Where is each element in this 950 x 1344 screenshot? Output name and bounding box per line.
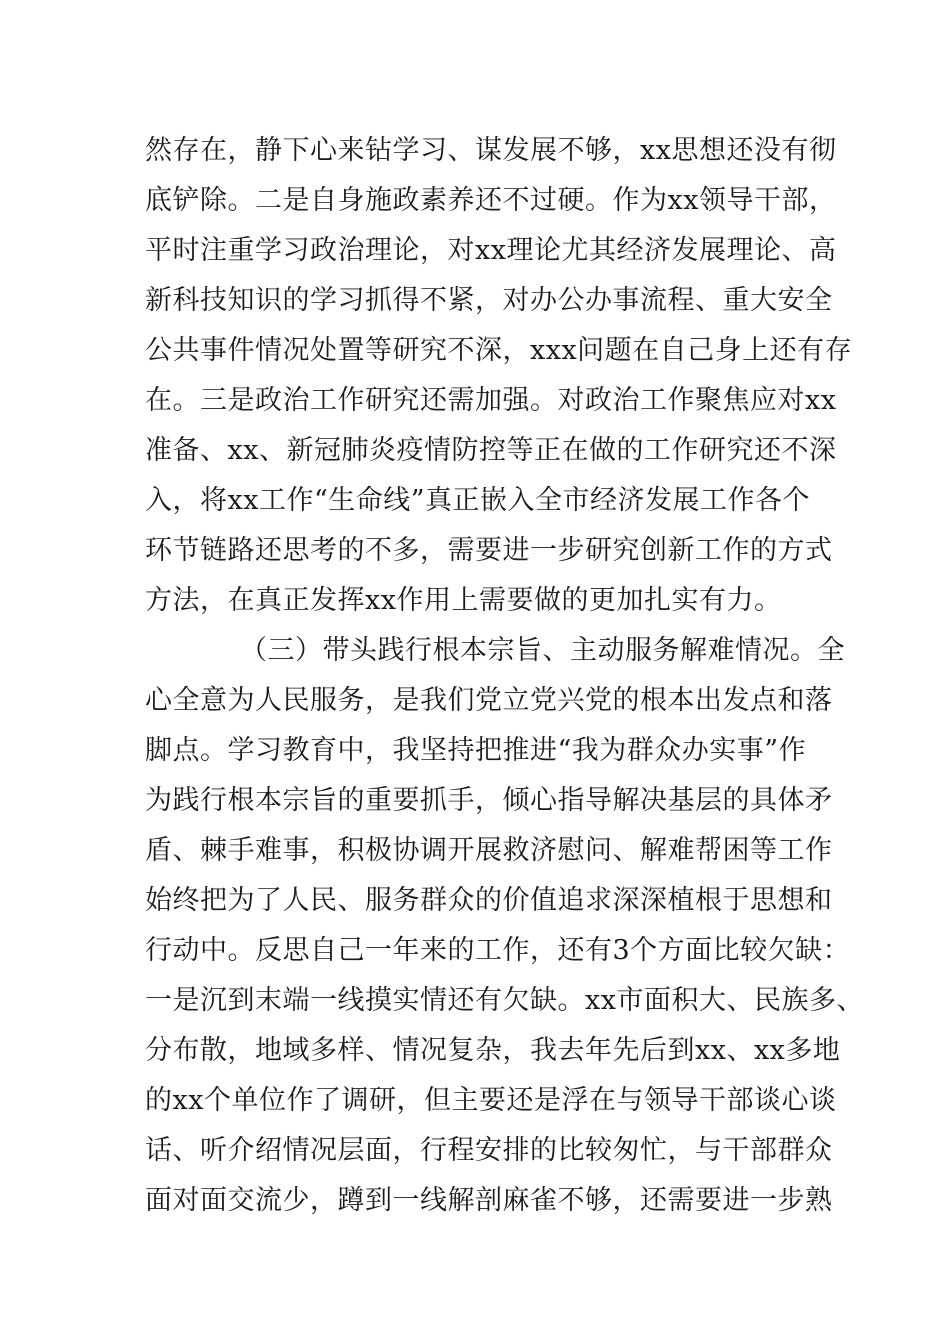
text-line: 底铲除。二是自身施政素养还不过硬。作为xx领导干部， — [145, 185, 837, 216]
text-line: 面对面交流少，蹲到一线解剖麻雀不够，还需要进一步熟 — [145, 1185, 833, 1216]
text-line: 的xx个单位作了调研，但主要还是浮在与领导干部谈心谈 — [145, 1085, 837, 1116]
section-heading-line: （三）带头践行根本宗旨、主动服务解难情况。全 — [240, 635, 845, 666]
text-line: 始终把为了人民、服务群众的价值追求深深植根于思想和 — [145, 885, 833, 916]
text-line: 公共事件情况处置等研究不深，xxx问题在自己身上还有存 — [145, 335, 853, 366]
text-line: 为践行根本宗旨的重要抓手，倾心指导解决基层的具体矛 — [145, 785, 833, 816]
text-line: 环节链路还思考的不多，需要进一步研究创新工作的方式 — [145, 535, 833, 566]
text-line: 然存在，静下心来钻学习、谋发展不够，xx思想还没有彻 — [145, 135, 837, 166]
text-line: 话、听介绍情况层面，行程安排的比较匆忙，与干部群众 — [145, 1135, 833, 1166]
text-line: 脚点。学习教育中，我坚持把推进“我为群众办实事”作 — [145, 735, 807, 766]
text-line: 盾、棘手难事，积极协调开展救济慰问、解难帮困等工作 — [145, 835, 833, 866]
text-line: 行动中。反思自己一年来的工作，还有3个方面比较欠缺： — [145, 935, 851, 966]
text-line: 在。三是政治工作研究还需加强。对政治工作聚焦应对xx — [145, 385, 837, 416]
text-line: 新科技知识的学习抓得不紧，对办公办事流程、重大安全 — [145, 285, 833, 316]
text-line: 平时注重学习政治理论，对xx理论尤其经济发展理论、高 — [145, 235, 837, 266]
text-line: 准备、xx、新冠肺炎疫情防控等正在做的工作研究还不深 — [145, 435, 837, 466]
text-line: 方法，在真正发挥xx作用上需要做的更加扎实有力。 — [145, 585, 782, 616]
text-line: 入，将xx工作“生命线”真正嵌入全市经济发展工作各个 — [145, 485, 811, 516]
text-line: 心全意为人民服务，是我们党立党兴党的根本出发点和落 — [145, 685, 833, 716]
text-line: 分布散，地域多样、情况复杂，我去年先后到xx、xx多地 — [145, 1035, 841, 1066]
text-line: 一是沉到末端一线摸实情还有欠缺。xx市面积大、民族多、 — [145, 985, 864, 1016]
